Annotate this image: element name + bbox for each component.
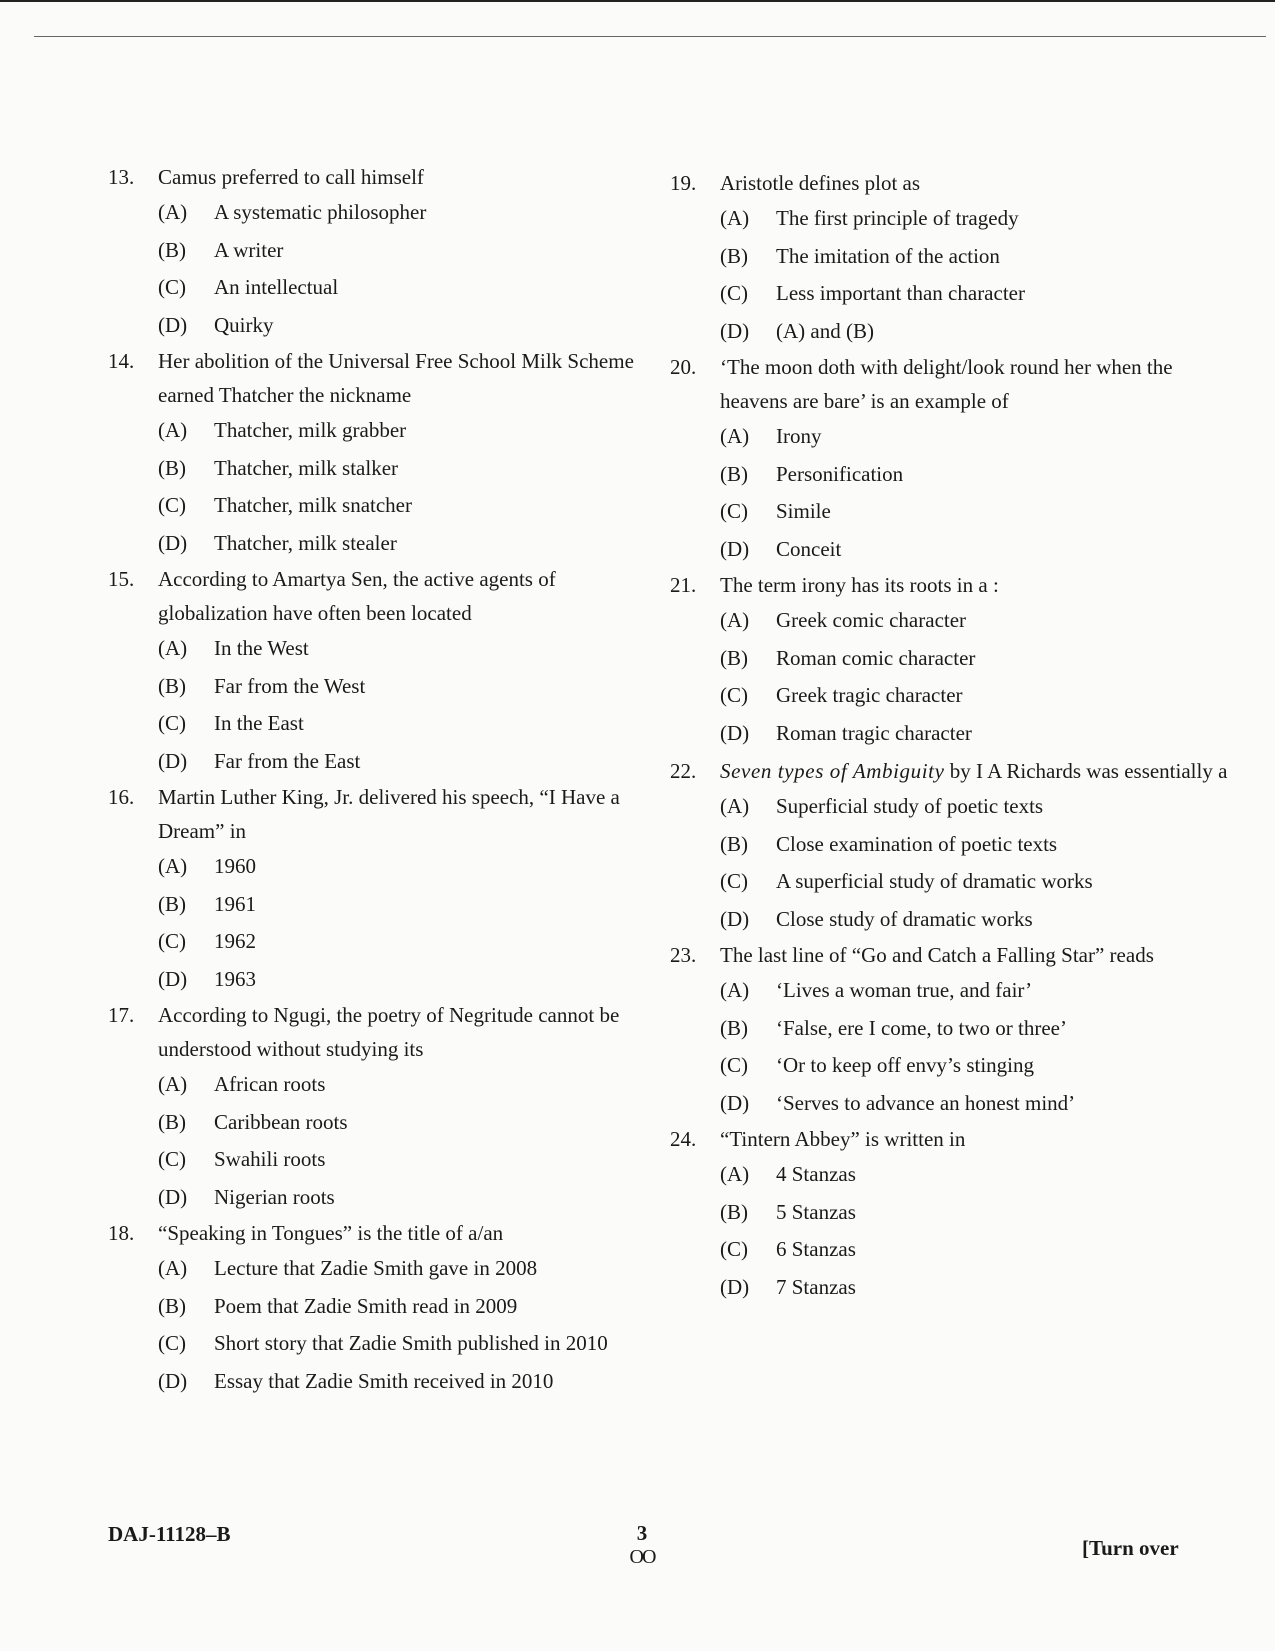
question-item <box>670 754 1230 938</box>
option-row <box>108 630 668 668</box>
question-number: 18. <box>108 1221 135 1245</box>
option-text: In the West <box>214 636 309 660</box>
question-number: 13. <box>108 165 135 189</box>
question-number: 17. <box>108 1003 135 1027</box>
option-row <box>108 743 668 781</box>
option-text: Caribbean roots <box>214 1109 348 1134</box>
option-text: 4 Stanzas <box>776 1162 856 1186</box>
question-number: 21. <box>670 573 697 597</box>
option-label: (B) <box>720 1199 748 1224</box>
option-label: (C) <box>720 1237 748 1261</box>
option-text: ‘False, ere I come, to two or three’ <box>776 1015 1067 1040</box>
question-header <box>670 754 1230 788</box>
option-text: Roman comic character <box>776 645 976 670</box>
option-label: (D) <box>720 1274 750 1299</box>
question-number: 20. <box>670 355 697 379</box>
option-label: (A) <box>158 1256 188 1280</box>
option-label: (C) <box>158 275 186 299</box>
option-row <box>108 705 668 743</box>
option-label: (D) <box>158 312 188 337</box>
option-row <box>108 269 668 307</box>
option-row <box>670 456 1230 494</box>
question-item <box>670 938 1230 1122</box>
option-row <box>670 238 1230 276</box>
option-text: Thatcher, milk stealer <box>214 530 397 555</box>
option-text: Irony <box>776 424 822 448</box>
question-number: 16. <box>108 785 135 809</box>
option-text: 1962 <box>214 929 256 953</box>
option-row <box>670 275 1230 313</box>
option-text: Conceit <box>776 536 842 561</box>
option-text: Less important than character <box>776 281 1025 305</box>
option-text: Lecture that Zadie Smith gave in 2008 <box>214 1256 538 1280</box>
option-label: (C) <box>158 1147 186 1171</box>
option-label: (A) <box>720 608 750 632</box>
question-item <box>108 780 668 998</box>
book-title: Seven types of Ambiguity <box>720 759 945 783</box>
paper-code: DAJ-11128–B <box>108 1522 231 1546</box>
question-text: According to Amartya Sen, the active agents of globalization have often been located <box>158 567 556 625</box>
option-text: In the East <box>214 711 304 735</box>
option-text: Short story that Zadie Smith published in 2010 <box>214 1331 608 1355</box>
question-header <box>108 998 668 1066</box>
option-label: (C) <box>720 499 748 523</box>
option-text: Greek comic character <box>776 608 967 632</box>
question-text: The term irony has its roots in a : <box>720 573 999 597</box>
option-label: (D) <box>720 720 750 745</box>
option-label: (B) <box>720 243 748 268</box>
question-header <box>108 780 668 848</box>
option-row <box>108 487 668 525</box>
option-label: (D) <box>158 748 188 773</box>
option-label: (B) <box>720 1015 748 1040</box>
question-text: “Tintern Abbey” is written in <box>720 1127 966 1151</box>
option-label: (A) <box>158 200 188 224</box>
option-label: (C) <box>720 1053 748 1077</box>
option-row <box>108 668 668 706</box>
option-text: Greek tragic character <box>776 683 963 707</box>
option-text: 1960 <box>214 854 256 878</box>
option-text: 1963 <box>214 966 256 991</box>
option-row <box>670 1085 1230 1123</box>
option-label: (D) <box>158 966 188 991</box>
option-text: The imitation of the action <box>776 243 1000 268</box>
option-text: Nigerian roots <box>214 1184 335 1209</box>
question-text: Camus preferred to call himself <box>158 165 424 189</box>
option-label: (C) <box>158 493 186 517</box>
option-text: (A) and (B) <box>776 318 874 343</box>
option-text: Thatcher, milk snatcher <box>214 493 412 517</box>
option-row <box>670 1269 1230 1307</box>
question-item <box>670 1122 1230 1306</box>
question-header <box>670 166 1230 200</box>
question-item <box>670 350 1230 568</box>
top-border <box>0 0 1275 2</box>
option-label: (D) <box>720 536 750 561</box>
option-text: Thatcher, milk stalker <box>214 455 399 480</box>
option-label: (B) <box>158 1293 186 1318</box>
option-label: (D) <box>720 906 750 931</box>
option-label: (D) <box>720 318 750 343</box>
option-row <box>670 1194 1230 1232</box>
option-text: African roots <box>214 1072 326 1096</box>
option-label: (A) <box>720 1162 750 1186</box>
option-label: (B) <box>158 455 186 480</box>
left-column <box>108 160 668 1400</box>
option-text: Poem that Zadie Smith read in 2009 <box>214 1293 518 1318</box>
option-text: 7 Stanzas <box>776 1274 856 1299</box>
question-text: The last line of “Go and Catch a Falling Star” reads <box>720 943 1154 967</box>
option-row <box>108 1288 668 1326</box>
option-text: 5 Stanzas <box>776 1199 856 1224</box>
option-row <box>670 1047 1230 1085</box>
option-row <box>108 412 668 450</box>
right-column <box>670 160 1230 1306</box>
option-label: (A) <box>158 636 188 660</box>
option-row <box>670 602 1230 640</box>
option-text: Far from the West <box>214 673 366 698</box>
option-text: 1961 <box>214 891 256 916</box>
question-item <box>108 160 668 344</box>
page-mark: OO <box>629 1546 655 1568</box>
option-row <box>670 418 1230 456</box>
option-row <box>670 715 1230 753</box>
question-text: Martin Luther King, Jr. delivered his speech, “I Have a Dream” in <box>158 785 620 843</box>
option-label: (A) <box>158 854 188 878</box>
option-label: (B) <box>158 891 186 916</box>
option-row <box>670 1010 1230 1048</box>
option-label: (D) <box>158 530 188 555</box>
option-label: (A) <box>720 206 750 230</box>
option-text: A systematic philosopher <box>214 200 427 224</box>
option-row <box>108 886 668 924</box>
question-text <box>720 754 1230 788</box>
option-label: (B) <box>158 237 186 262</box>
question-text: Aristotle defines plot as <box>720 171 921 195</box>
option-row <box>108 1104 668 1142</box>
option-row <box>670 640 1230 678</box>
question-text: “Speaking in Tongues” is the title of a/an <box>158 1221 504 1245</box>
question-number: 22. <box>670 759 697 783</box>
option-row <box>108 1066 668 1104</box>
option-text: ‘Lives a woman true, and fair’ <box>776 978 1033 1002</box>
question-item <box>108 344 668 562</box>
option-label: (B) <box>720 461 748 486</box>
question-item <box>108 1216 668 1400</box>
option-row <box>670 863 1230 901</box>
option-row <box>108 1141 668 1179</box>
question-header <box>108 1216 668 1250</box>
option-label: (D) <box>158 1368 188 1393</box>
option-label: (C) <box>158 929 186 953</box>
option-row <box>108 1179 668 1217</box>
option-row <box>108 232 668 270</box>
option-row <box>108 923 668 961</box>
question-text: ‘The moon doth with delight/look round her when the heavens are bare’ is an example of <box>720 355 1173 413</box>
option-row <box>108 1363 668 1401</box>
question-text: According to Ngugi, the poetry of Negritude cannot be understood without studying its <box>158 1003 620 1061</box>
option-row <box>670 1231 1230 1269</box>
page-number: 3 <box>636 1521 648 1545</box>
option-row <box>108 525 668 563</box>
option-text: Quirky <box>214 312 274 337</box>
option-text: The first principle of tragedy <box>776 206 1019 230</box>
question-header <box>670 938 1230 972</box>
option-label: (D) <box>720 1090 750 1115</box>
option-label: (A) <box>158 418 188 442</box>
question-item <box>670 166 1230 350</box>
option-label: (C) <box>720 281 748 305</box>
question-item <box>108 998 668 1216</box>
option-row <box>670 901 1230 939</box>
option-row <box>108 450 668 488</box>
option-label: (B) <box>720 645 748 670</box>
option-text: Swahili roots <box>214 1147 326 1171</box>
option-text: A writer <box>214 237 284 262</box>
option-label: (A) <box>158 1072 188 1096</box>
option-label: (B) <box>720 831 748 856</box>
question-header <box>670 1122 1230 1156</box>
question-header <box>670 568 1230 602</box>
option-text: Simile <box>776 499 831 523</box>
option-label: (C) <box>720 683 748 707</box>
option-row <box>670 531 1230 569</box>
option-label: (B) <box>158 1109 186 1134</box>
question-header <box>108 562 668 630</box>
option-row <box>108 1325 668 1363</box>
option-row <box>670 200 1230 238</box>
option-label: (A) <box>720 978 750 1002</box>
question-text: Her abolition of the Universal Free School Milk Scheme earned Thatcher the nickname <box>158 349 634 407</box>
option-text: Superficial study of poetic texts <box>776 794 1044 818</box>
option-label: (C) <box>158 711 186 735</box>
option-row <box>108 194 668 232</box>
option-row <box>670 788 1230 826</box>
option-text: Far from the East <box>214 748 361 773</box>
option-text: 6 Stanzas <box>776 1237 856 1261</box>
question-header <box>670 350 1230 418</box>
option-text: Essay that Zadie Smith received in 2010 <box>214 1368 554 1393</box>
option-row <box>670 677 1230 715</box>
option-text: Roman tragic character <box>776 720 972 745</box>
option-text: Close study of dramatic works <box>776 906 1033 931</box>
option-text: ‘Or to keep off envy’s stinging <box>776 1053 1034 1077</box>
question-number: 24. <box>670 1127 697 1151</box>
question-number: 15. <box>108 567 135 591</box>
question-item <box>108 562 668 780</box>
option-row <box>670 826 1230 864</box>
question-text-rest: by I A Richards was essentially a <box>944 759 1228 783</box>
option-text: An intellectual <box>214 275 339 299</box>
option-label: (D) <box>158 1184 188 1209</box>
option-label: (C) <box>720 869 748 893</box>
question-item <box>670 568 1230 752</box>
option-label: (A) <box>720 794 750 818</box>
question-header <box>108 344 668 412</box>
turn-over-note: [Turn over <box>1082 1536 1179 1560</box>
option-text: ‘Serves to advance an honest mind’ <box>776 1090 1076 1115</box>
option-row <box>108 1250 668 1288</box>
question-number: 14. <box>108 349 135 373</box>
option-label: (A) <box>720 424 750 448</box>
question-header <box>108 160 668 194</box>
question-number: 23. <box>670 943 697 967</box>
option-text: Close examination of poetic texts <box>776 831 1058 856</box>
option-label: (B) <box>158 673 186 698</box>
option-text: A superficial study of dramatic works <box>776 869 1093 893</box>
option-row <box>670 972 1230 1010</box>
option-row <box>108 848 668 886</box>
header-rule <box>34 36 1266 37</box>
option-text: Thatcher, milk grabber <box>214 418 407 442</box>
option-row <box>670 313 1230 351</box>
question-number: 19. <box>670 171 697 195</box>
option-row <box>670 1156 1230 1194</box>
option-text: Personification <box>776 461 904 486</box>
option-row <box>670 493 1230 531</box>
option-label: (C) <box>158 1331 186 1355</box>
option-row <box>108 307 668 345</box>
option-row <box>108 961 668 999</box>
